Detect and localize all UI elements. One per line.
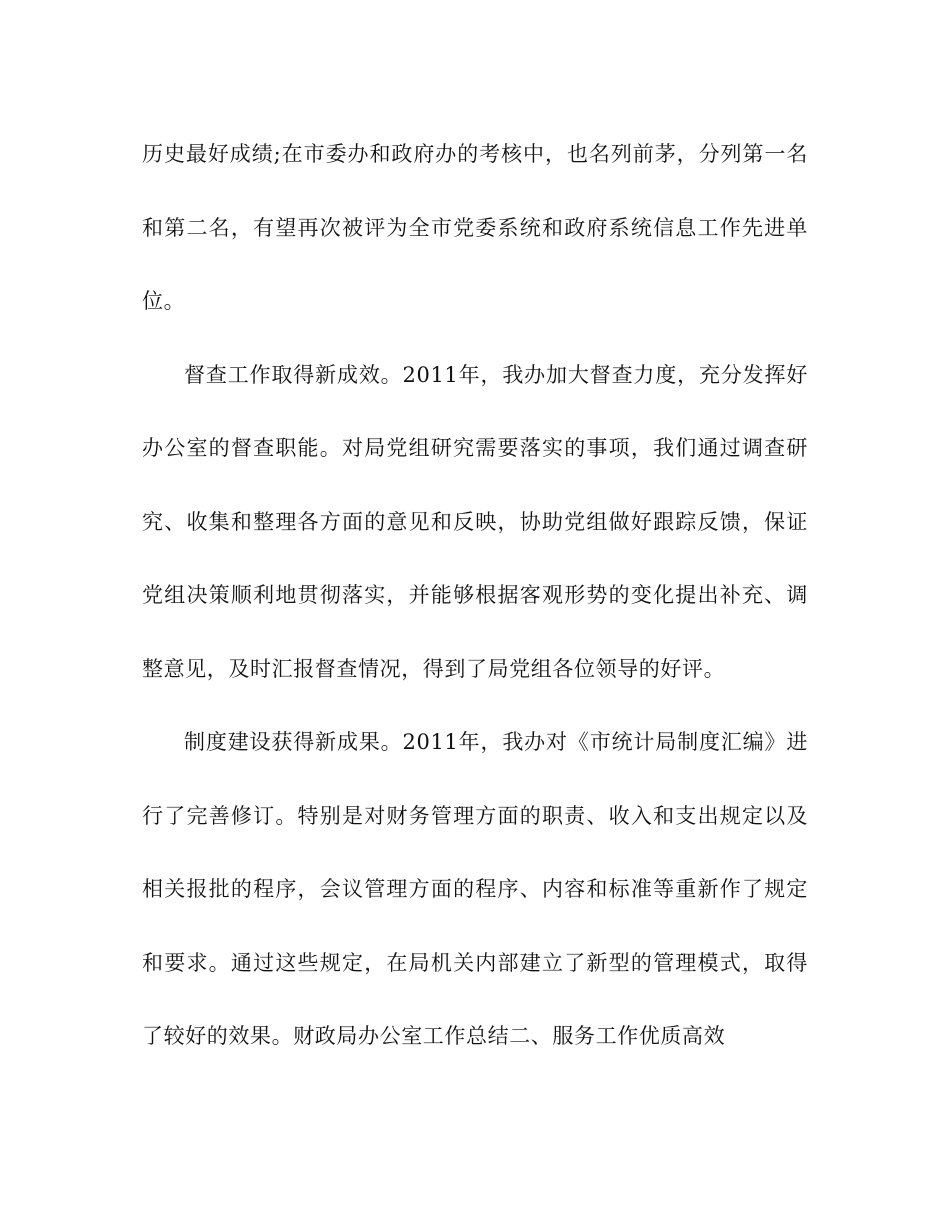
paragraph-3: 制度建设获得新成果。2011年，我办对《市统计局制度汇编》进行了完善修订。特别是对财务管理方面的职责、收入和支出规定以及相关报批的程序，会议管理方面的程序、内容和标准等重新作了规定和要求。通过这些规定，在局机关内部建立了新型的管理模式，取得了较好的效果。财政局办公室工作总结二、服务工作优质高效 — [142, 730, 808, 1048]
paragraph-1: 历史最好成绩;在市委办和政府办的考核中，也名列前茅，分列第一名和第二名，有望再次被评为全市党委系统和政府系统信息工作先进单位。 — [142, 142, 808, 313]
document-body — [142, 118, 808, 1074]
paragraph-2: 督查工作取得新成效。2011年，我办加大督查力度，充分发挥好办公室的督查职能。对局党组研究需要落实的事项，我们通过调查研究、收集和整理各方面的意见和反映，协助党组做好跟踪反馈，保证党组决策顺利地贯彻落实，并能够根据客观形势的变化提出补充、调整意见，及时汇报督查情况，得到了局党组各位领导的好评。 — [142, 362, 808, 681]
